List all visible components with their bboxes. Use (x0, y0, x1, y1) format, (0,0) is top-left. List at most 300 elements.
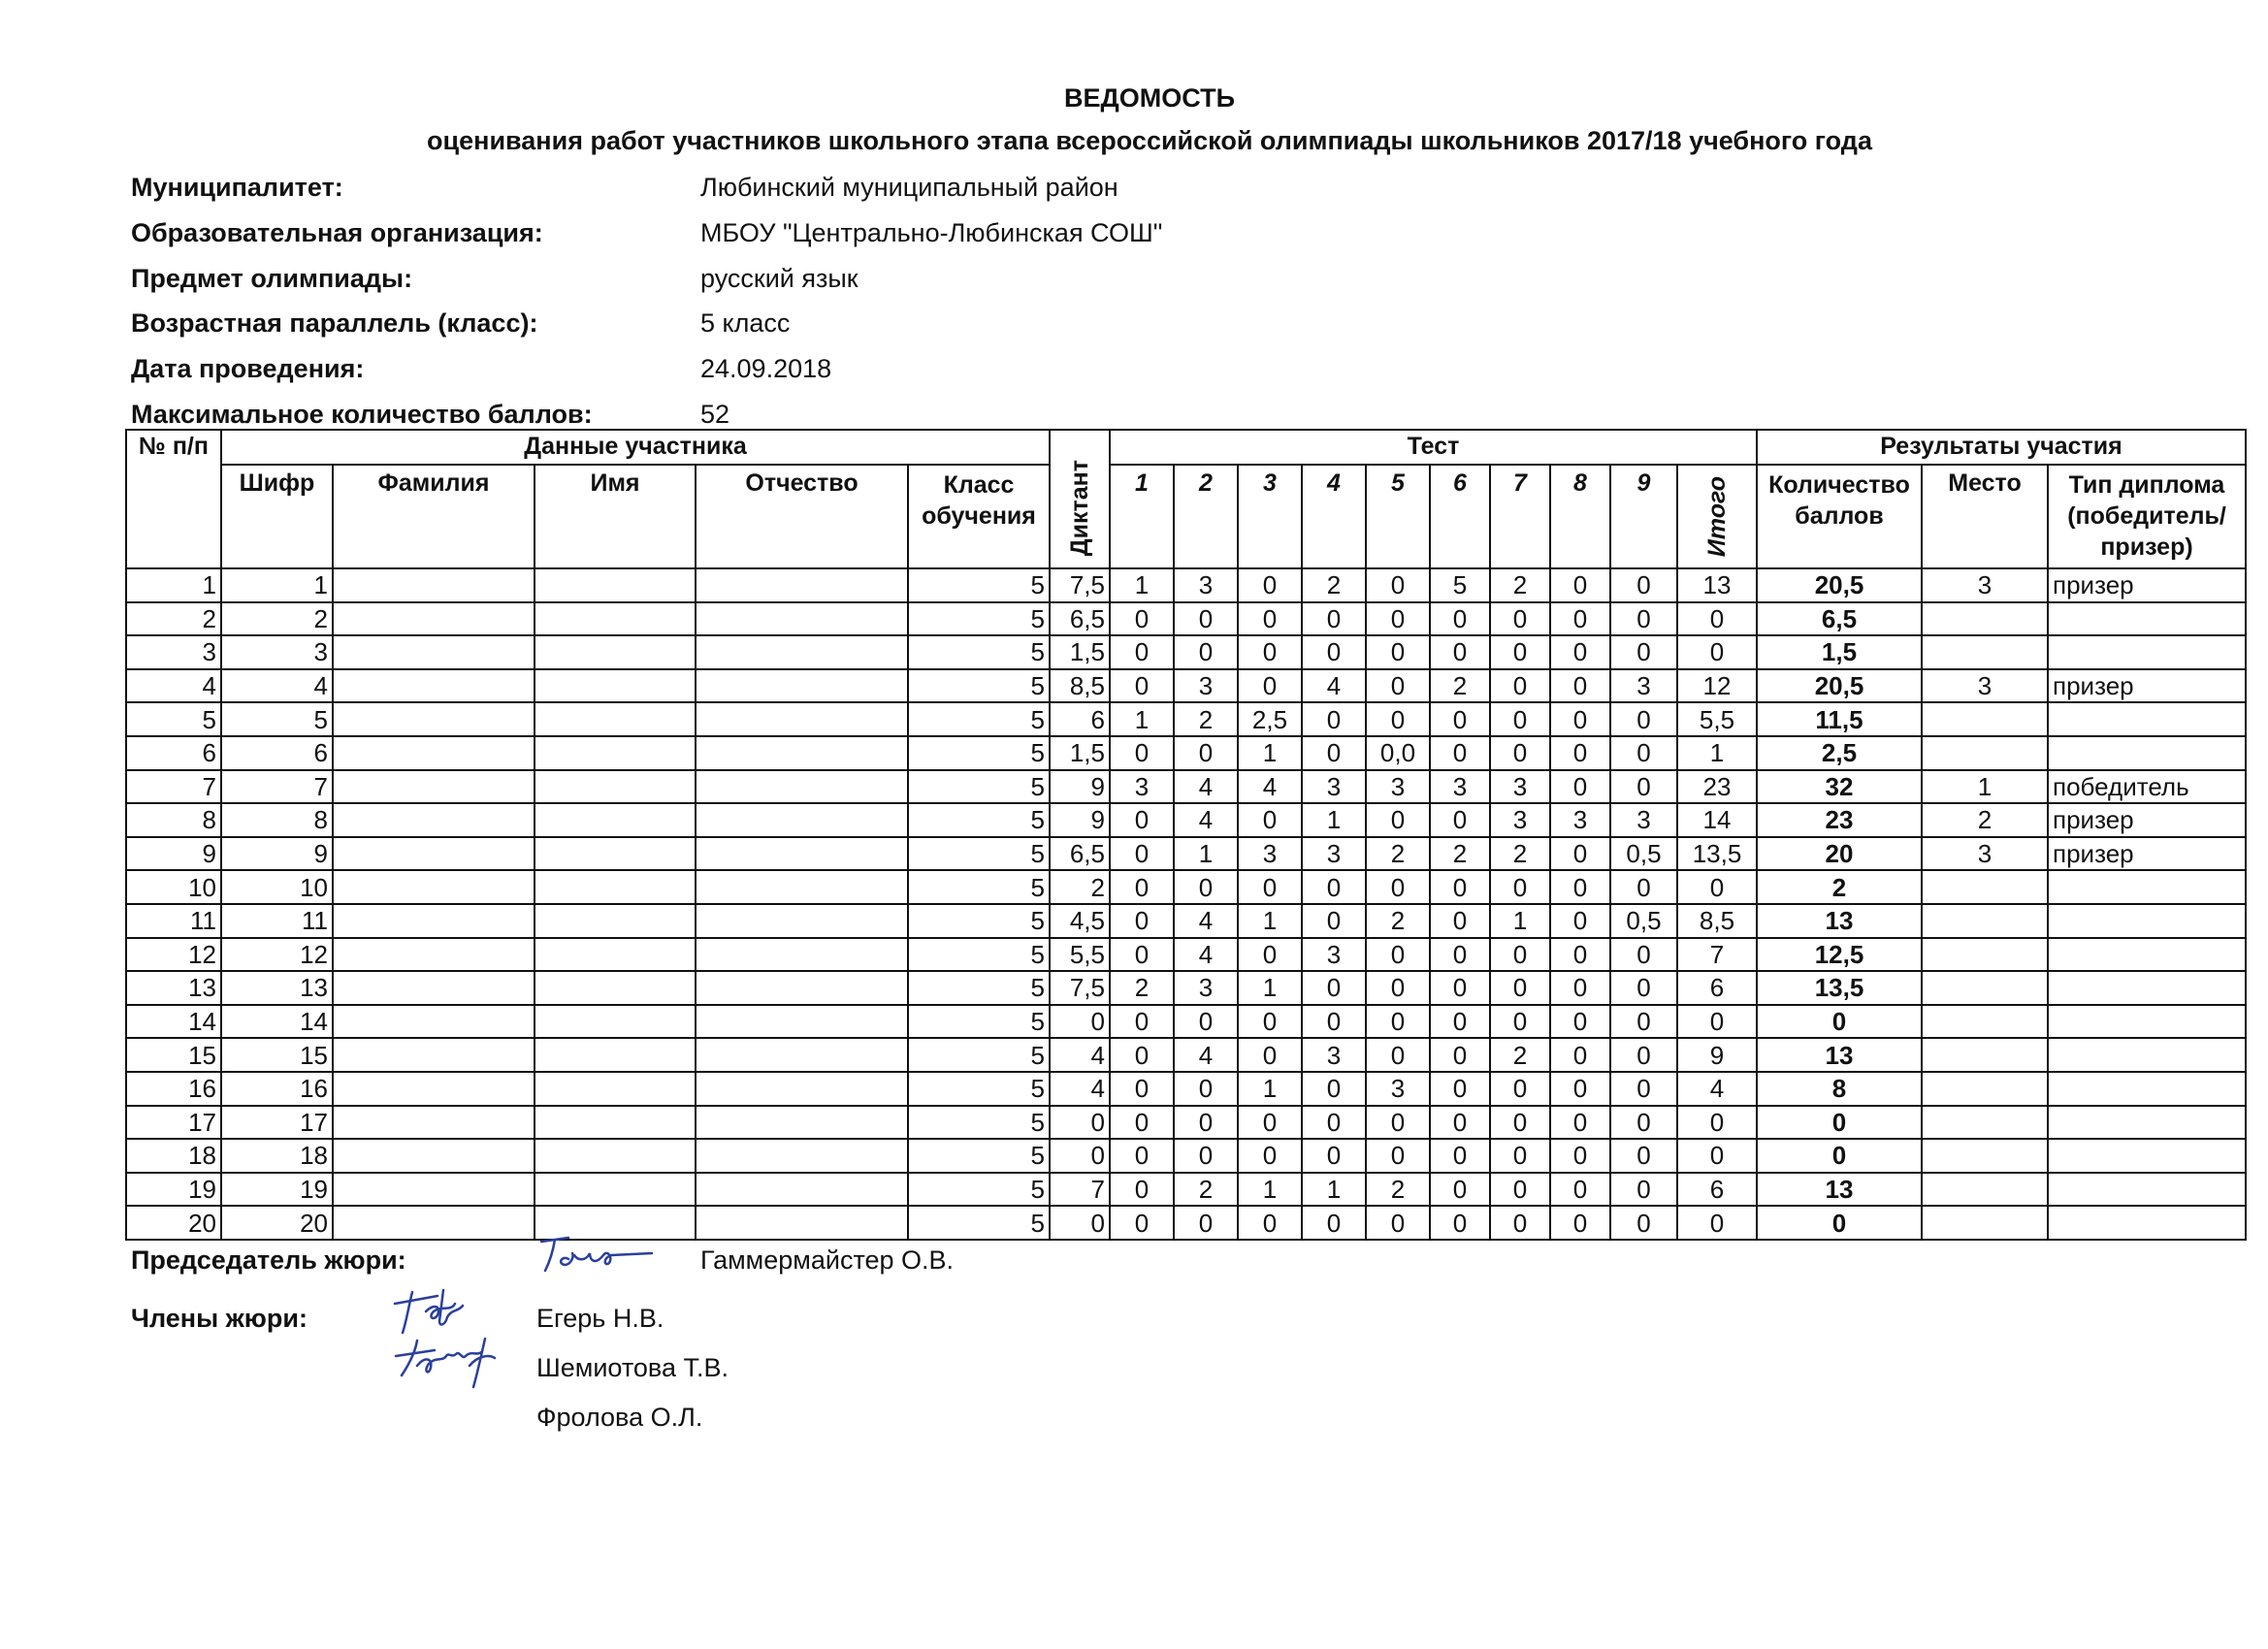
patronymic-cell (696, 1206, 908, 1240)
table-row (126, 635, 2246, 669)
class-cell: 5 (908, 736, 1050, 770)
test-5-cell: 0 (1366, 635, 1430, 669)
patronymic-cell (696, 971, 908, 1005)
test-4-cell: 3 (1302, 770, 1366, 804)
test-2-cell: 1 (1174, 837, 1238, 871)
surname-cell (333, 1173, 535, 1207)
test-2-cell: 3 (1174, 669, 1238, 703)
class-cell: 5 (908, 1206, 1050, 1240)
test-3-cell: 1 (1238, 1072, 1302, 1106)
dictation-cell: 6,5 (1050, 602, 1110, 636)
name-cell (535, 803, 696, 837)
header-test-4: 4 (1302, 465, 1366, 568)
test-2-cell: 2 (1174, 1173, 1238, 1207)
test-4-cell: 0 (1302, 1206, 1366, 1240)
test-8-cell: 0 (1550, 971, 1610, 1005)
info-subject-value: русский язык (700, 264, 859, 293)
test-5-cell: 0,0 (1366, 736, 1430, 770)
test-6-cell: 3 (1430, 770, 1490, 804)
header-test-2: 2 (1174, 465, 1238, 568)
table-row (126, 938, 2246, 972)
test-6-cell: 0 (1430, 736, 1490, 770)
test-7-cell: 0 (1490, 870, 1550, 904)
test-1-cell: 2 (1110, 971, 1174, 1005)
test-9-cell: 0 (1610, 1106, 1677, 1140)
test-8-cell: 0 (1550, 702, 1610, 736)
patronymic-cell (696, 1106, 908, 1140)
test-2-cell: 4 (1174, 1038, 1238, 1072)
test-5-cell: 0 (1366, 938, 1430, 972)
test-8-cell: 0 (1550, 568, 1610, 602)
header-patronymic: Отчество (696, 465, 908, 568)
test-3-cell: 0 (1238, 938, 1302, 972)
test-4-cell: 3 (1302, 1038, 1366, 1072)
name-cell (535, 1005, 696, 1039)
test-8-cell: 3 (1550, 803, 1610, 837)
diploma-cell (2048, 938, 2246, 972)
total-cell: 6 (1677, 1173, 1757, 1207)
surname-cell (333, 1106, 535, 1140)
info-subject-label: Предмет олимпиады: (131, 264, 413, 293)
patronymic-cell (696, 1005, 908, 1039)
total-cell: 0 (1677, 602, 1757, 636)
name-cell (535, 736, 696, 770)
table-row (126, 736, 2246, 770)
table-row (126, 971, 2246, 1005)
page-title: ВЕДОМОСТЬ (1064, 83, 1235, 113)
dictation-cell: 4 (1050, 1038, 1110, 1072)
cipher-cell: 11 (221, 904, 333, 938)
test-8-cell: 0 (1550, 1072, 1610, 1106)
test-5-cell: 0 (1366, 602, 1430, 636)
total-cell: 5,5 (1677, 702, 1757, 736)
test-4-cell: 0 (1302, 635, 1366, 669)
cipher-cell: 8 (221, 803, 333, 837)
points-cell: 13 (1757, 1173, 1922, 1207)
diploma-cell (2048, 1173, 2246, 1207)
test-5-cell: 0 (1366, 1206, 1430, 1240)
test-9-cell: 0 (1610, 1206, 1677, 1240)
row-number-cell: 7 (126, 770, 221, 804)
surname-cell (333, 938, 535, 972)
test-8-cell: 0 (1550, 669, 1610, 703)
total-cell: 13 (1677, 568, 1757, 602)
points-cell: 2,5 (1757, 736, 1922, 770)
test-4-cell: 3 (1302, 938, 1366, 972)
row-number-cell: 3 (126, 635, 221, 669)
total-cell: 23 (1677, 770, 1757, 804)
header-name: Имя (535, 465, 696, 568)
class-cell: 5 (908, 837, 1050, 871)
patronymic-cell (696, 1038, 908, 1072)
patronymic-cell (696, 770, 908, 804)
test-4-cell: 2 (1302, 568, 1366, 602)
place-cell (1922, 1038, 2048, 1072)
place-cell (1922, 938, 2048, 972)
patronymic-cell (696, 803, 908, 837)
diploma-cell (2048, 702, 2246, 736)
test-8-cell: 0 (1550, 1206, 1610, 1240)
dictation-cell: 4,5 (1050, 904, 1110, 938)
test-3-cell: 1 (1238, 736, 1302, 770)
cipher-cell: 13 (221, 971, 333, 1005)
patronymic-cell (696, 1173, 908, 1207)
test-9-cell: 0 (1610, 702, 1677, 736)
row-number-cell: 11 (126, 904, 221, 938)
test-4-cell: 1 (1302, 1173, 1366, 1207)
header-dictation-label: Диктант (1066, 459, 1093, 556)
surname-cell (333, 1139, 535, 1173)
grades-table (125, 429, 2247, 1241)
test-9-cell: 0 (1610, 1038, 1677, 1072)
test-8-cell: 0 (1550, 1038, 1610, 1072)
test-9-cell: 3 (1610, 803, 1677, 837)
diploma-cell: призер (2048, 837, 2246, 871)
cipher-cell: 17 (221, 1106, 333, 1140)
total-cell: 14 (1677, 803, 1757, 837)
test-6-cell: 0 (1430, 1139, 1490, 1173)
test-7-cell: 0 (1490, 1139, 1550, 1173)
test-3-cell: 0 (1238, 1038, 1302, 1072)
test-1-cell: 0 (1110, 1173, 1174, 1207)
test-7-cell: 2 (1490, 1038, 1550, 1072)
test-3-cell: 0 (1238, 669, 1302, 703)
test-7-cell: 0 (1490, 1005, 1550, 1039)
test-1-cell: 0 (1110, 1038, 1174, 1072)
total-cell: 0 (1677, 1139, 1757, 1173)
dictation-cell: 5,5 (1050, 938, 1110, 972)
name-cell (535, 770, 696, 804)
test-6-cell: 0 (1430, 1038, 1490, 1072)
test-5-cell: 0 (1366, 971, 1430, 1005)
test-8-cell: 0 (1550, 938, 1610, 972)
surname-cell (333, 1038, 535, 1072)
test-3-cell: 1 (1238, 971, 1302, 1005)
test-1-cell: 0 (1110, 602, 1174, 636)
test-2-cell: 0 (1174, 602, 1238, 636)
test-3-cell: 0 (1238, 1139, 1302, 1173)
cipher-cell: 20 (221, 1206, 333, 1240)
test-4-cell: 4 (1302, 669, 1366, 703)
test-3-cell: 0 (1238, 568, 1302, 602)
total-cell: 13,5 (1677, 837, 1757, 871)
test-9-cell: 0 (1610, 568, 1677, 602)
header-row-number: № п/п (126, 430, 221, 568)
test-4-cell: 0 (1302, 971, 1366, 1005)
test-5-cell: 0 (1366, 1106, 1430, 1140)
header-results-group: Результаты участия (1757, 430, 2246, 465)
test-8-cell: 0 (1550, 1106, 1610, 1140)
info-grade-label: Возрастная параллель (класс): (131, 308, 538, 338)
test-9-cell: 0 (1610, 736, 1677, 770)
class-cell: 5 (908, 1106, 1050, 1140)
diploma-cell (2048, 904, 2246, 938)
total-cell: 0 (1677, 1005, 1757, 1039)
test-9-cell: 0 (1610, 938, 1677, 972)
test-7-cell: 0 (1490, 702, 1550, 736)
patronymic-cell (696, 870, 908, 904)
dictation-cell: 0 (1050, 1005, 1110, 1039)
test-6-cell: 0 (1430, 702, 1490, 736)
surname-cell (333, 1072, 535, 1106)
test-2-cell: 0 (1174, 870, 1238, 904)
name-cell (535, 938, 696, 972)
total-cell: 1 (1677, 736, 1757, 770)
test-5-cell: 2 (1366, 904, 1430, 938)
diploma-cell (2048, 1106, 2246, 1140)
test-9-cell: 0 (1610, 971, 1677, 1005)
test-7-cell: 0 (1490, 635, 1550, 669)
class-cell: 5 (908, 870, 1050, 904)
place-cell (1922, 736, 2048, 770)
diploma-cell (2048, 870, 2246, 904)
table-row (126, 1072, 2246, 1106)
test-2-cell: 0 (1174, 736, 1238, 770)
surname-cell (333, 803, 535, 837)
place-cell: 3 (1922, 837, 2048, 871)
points-cell: 12,5 (1757, 938, 1922, 972)
test-8-cell: 0 (1550, 870, 1610, 904)
row-number-cell: 15 (126, 1038, 221, 1072)
test-2-cell: 4 (1174, 904, 1238, 938)
header-place: Место (1922, 465, 2048, 568)
surname-cell (333, 904, 535, 938)
dictation-cell: 1,5 (1050, 736, 1110, 770)
test-5-cell: 3 (1366, 1072, 1430, 1106)
test-7-cell: 0 (1490, 1173, 1550, 1207)
cipher-cell: 15 (221, 1038, 333, 1072)
points-cell: 13,5 (1757, 971, 1922, 1005)
test-6-cell: 0 (1430, 635, 1490, 669)
test-8-cell: 0 (1550, 837, 1610, 871)
member-name-2: Шемиотова Т.В. (536, 1353, 729, 1382)
members-signature-2 (388, 1327, 524, 1395)
diploma-cell (2048, 1038, 2246, 1072)
test-3-cell: 0 (1238, 1005, 1302, 1039)
cipher-cell: 16 (221, 1072, 333, 1106)
test-2-cell: 0 (1174, 1106, 1238, 1140)
points-cell: 32 (1757, 770, 1922, 804)
test-1-cell: 1 (1110, 702, 1174, 736)
table-row (126, 1173, 2246, 1207)
test-7-cell: 0 (1490, 602, 1550, 636)
place-cell: 1 (1922, 770, 2048, 804)
points-cell: 13 (1757, 904, 1922, 938)
total-cell: 9 (1677, 1038, 1757, 1072)
test-7-cell: 0 (1490, 669, 1550, 703)
test-4-cell: 0 (1302, 602, 1366, 636)
cipher-cell: 4 (221, 669, 333, 703)
table-row (126, 904, 2246, 938)
name-cell (535, 1139, 696, 1173)
info-max-score-value: 52 (700, 400, 730, 429)
diploma-cell (2048, 602, 2246, 636)
test-3-cell: 0 (1238, 803, 1302, 837)
dictation-cell: 0 (1050, 1106, 1110, 1140)
table-row (126, 770, 2246, 804)
points-cell: 11,5 (1757, 702, 1922, 736)
test-1-cell: 0 (1110, 1106, 1174, 1140)
header-test-8: 8 (1550, 465, 1610, 568)
test-9-cell: 0 (1610, 870, 1677, 904)
test-5-cell: 0 (1366, 1005, 1430, 1039)
test-2-cell: 0 (1174, 1206, 1238, 1240)
name-cell (535, 1038, 696, 1072)
test-1-cell: 3 (1110, 770, 1174, 804)
cipher-cell: 10 (221, 870, 333, 904)
test-1-cell: 0 (1110, 870, 1174, 904)
place-cell (1922, 1173, 2048, 1207)
name-cell (535, 971, 696, 1005)
dictation-cell: 1,5 (1050, 635, 1110, 669)
header-test-3: 3 (1238, 465, 1302, 568)
test-3-cell: 1 (1238, 1173, 1302, 1207)
points-cell: 0 (1757, 1139, 1922, 1173)
test-7-cell: 3 (1490, 803, 1550, 837)
cipher-cell: 6 (221, 736, 333, 770)
diploma-cell (2048, 635, 2246, 669)
patronymic-cell (696, 904, 908, 938)
test-6-cell: 0 (1430, 602, 1490, 636)
dictation-cell: 9 (1050, 803, 1110, 837)
table-row (126, 568, 2246, 602)
header-test-group: Тест (1110, 430, 1757, 465)
name-cell (535, 1173, 696, 1207)
surname-cell (333, 1206, 535, 1240)
class-cell: 5 (908, 1173, 1050, 1207)
test-3-cell: 0 (1238, 635, 1302, 669)
header-points: Количество баллов (1757, 465, 1922, 568)
test-6-cell: 2 (1430, 669, 1490, 703)
test-7-cell: 0 (1490, 736, 1550, 770)
test-2-cell: 4 (1174, 770, 1238, 804)
test-5-cell: 0 (1366, 1139, 1430, 1173)
dictation-cell: 0 (1050, 1206, 1110, 1240)
points-cell: 8 (1757, 1072, 1922, 1106)
place-cell (1922, 1005, 2048, 1039)
test-1-cell: 0 (1110, 669, 1174, 703)
test-5-cell: 0 (1366, 870, 1430, 904)
test-1-cell: 0 (1110, 736, 1174, 770)
dictation-cell: 6,5 (1050, 837, 1110, 871)
test-7-cell: 0 (1490, 971, 1550, 1005)
name-cell (535, 702, 696, 736)
test-2-cell: 0 (1174, 635, 1238, 669)
test-3-cell: 0 (1238, 1206, 1302, 1240)
place-cell (1922, 1206, 2048, 1240)
test-6-cell: 0 (1430, 1206, 1490, 1240)
test-2-cell: 0 (1174, 1139, 1238, 1173)
class-cell: 5 (908, 770, 1050, 804)
header-test-5: 5 (1366, 465, 1430, 568)
test-1-cell: 0 (1110, 803, 1174, 837)
row-number-cell: 9 (126, 837, 221, 871)
name-cell (535, 635, 696, 669)
place-cell (1922, 602, 2048, 636)
surname-cell (333, 736, 535, 770)
place-cell (1922, 904, 2048, 938)
diploma-cell (2048, 1139, 2246, 1173)
test-6-cell: 0 (1430, 1072, 1490, 1106)
cipher-cell: 19 (221, 1173, 333, 1207)
place-cell (1922, 702, 2048, 736)
total-cell: 0 (1677, 635, 1757, 669)
table-row (126, 870, 2246, 904)
dictation-cell: 6 (1050, 702, 1110, 736)
diploma-cell (2048, 736, 2246, 770)
class-cell: 5 (908, 938, 1050, 972)
points-cell: 6,5 (1757, 602, 1922, 636)
test-3-cell: 3 (1238, 837, 1302, 871)
dictation-cell: 0 (1050, 1139, 1110, 1173)
cipher-cell: 2 (221, 602, 333, 636)
test-4-cell: 0 (1302, 1106, 1366, 1140)
info-organization-label: Образовательная организация: (131, 218, 543, 247)
test-5-cell: 3 (1366, 770, 1430, 804)
info-date-label: Дата проведения: (131, 354, 365, 383)
class-cell: 5 (908, 1139, 1050, 1173)
place-cell: 3 (1922, 669, 2048, 703)
row-number-cell: 19 (126, 1173, 221, 1207)
header-class: Класс обучения (908, 465, 1050, 568)
test-1-cell: 0 (1110, 1206, 1174, 1240)
test-6-cell: 0 (1430, 1173, 1490, 1207)
test-2-cell: 3 (1174, 568, 1238, 602)
row-number-cell: 8 (126, 803, 221, 837)
row-number-cell: 1 (126, 568, 221, 602)
place-cell (1922, 971, 2048, 1005)
class-cell: 5 (908, 702, 1050, 736)
patronymic-cell (696, 669, 908, 703)
surname-cell (333, 602, 535, 636)
test-7-cell: 2 (1490, 568, 1550, 602)
member-name-3: Фролова О.Л. (536, 1403, 703, 1432)
test-3-cell: 0 (1238, 602, 1302, 636)
surname-cell (333, 770, 535, 804)
test-6-cell: 0 (1430, 904, 1490, 938)
page-subtitle: оценивания работ участников школьного этапа всероссийской олимпиады школьников 2017/18 учебного года (427, 126, 1872, 155)
cipher-cell: 1 (221, 568, 333, 602)
test-5-cell: 0 (1366, 669, 1430, 703)
class-cell: 5 (908, 568, 1050, 602)
patronymic-cell (696, 568, 908, 602)
test-4-cell: 0 (1302, 870, 1366, 904)
points-cell: 0 (1757, 1005, 1922, 1039)
test-8-cell: 0 (1550, 1005, 1610, 1039)
test-1-cell: 0 (1110, 837, 1174, 871)
row-number-cell: 10 (126, 870, 221, 904)
patronymic-cell (696, 837, 908, 871)
table-row (126, 837, 2246, 871)
test-5-cell: 0 (1366, 1038, 1430, 1072)
member-name-1: Егерь Н.В. (536, 1304, 664, 1333)
info-municipality-value: Любинский муниципальный район (700, 173, 1118, 202)
table-row (126, 1038, 2246, 1072)
test-2-cell: 4 (1174, 938, 1238, 972)
name-cell (535, 837, 696, 871)
test-9-cell: 0 (1610, 1005, 1677, 1039)
test-6-cell: 0 (1430, 870, 1490, 904)
class-cell: 5 (908, 1072, 1050, 1106)
chair-name: Гаммермайстер О.В. (700, 1245, 955, 1275)
cipher-cell: 12 (221, 938, 333, 972)
name-cell (535, 669, 696, 703)
members-label: Члены жюри: (131, 1304, 308, 1333)
row-number-cell: 13 (126, 971, 221, 1005)
test-6-cell: 0 (1430, 1106, 1490, 1140)
row-number-cell: 12 (126, 938, 221, 972)
info-max-score-label: Максимальное количество баллов: (131, 400, 593, 429)
